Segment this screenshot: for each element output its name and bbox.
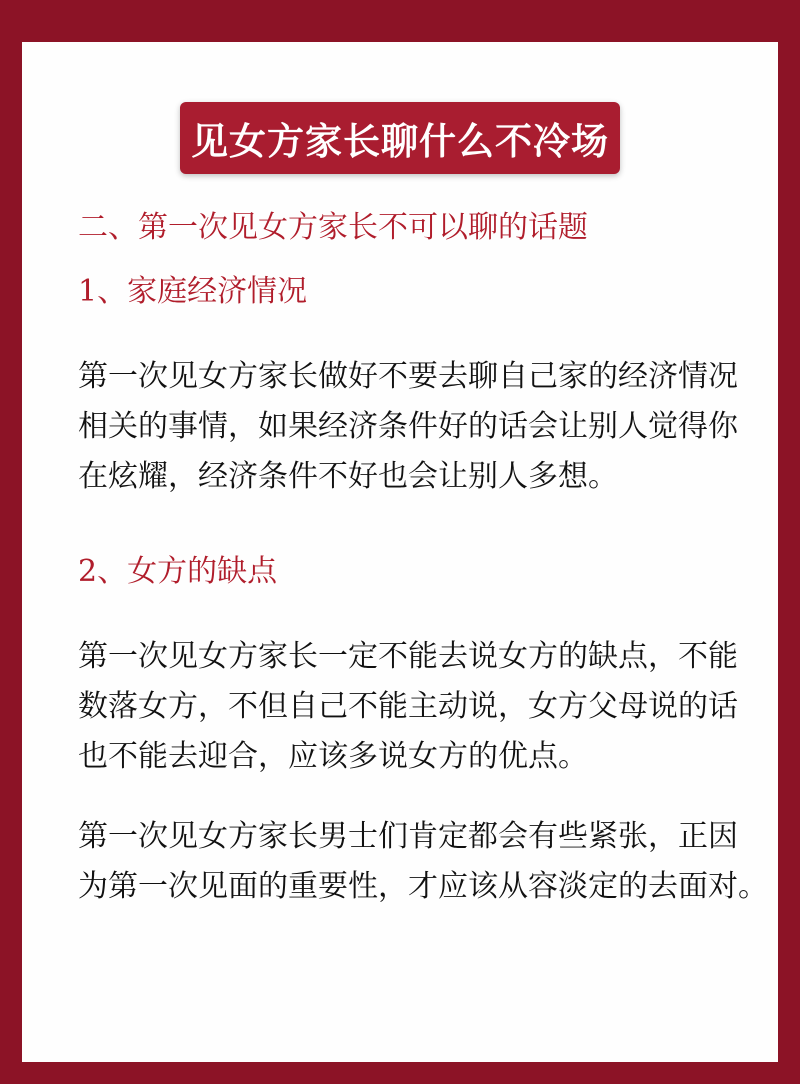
paragraph-line: 也不能去迎合，应该多说女方的优点。 — [78, 739, 588, 774]
page-title: 见女方家长聊什么不冷场 — [191, 119, 609, 163]
paragraph-closing — [78, 812, 773, 912]
paragraph-line: 为第一次见面的重要性，才应该从容淡定的去面对。 — [78, 869, 768, 904]
paragraph-line: 第一次见女方家长男士们肯定都会有些紧张，正因 — [78, 819, 738, 854]
section-heading: 二、第一次见女方家长不可以聊的话题 — [78, 210, 588, 245]
paragraph-line: 第一次见女方家长一定不能去说女方的缺点，不能 — [78, 639, 738, 674]
paragraph-line: 相关的事情，如果经济条件好的话会让别人觉得你 — [78, 409, 738, 444]
page-frame — [22, 42, 778, 1062]
paragraph-shortcomings — [78, 632, 773, 782]
paragraph-line: 第一次见女方家长做好不要去聊自己家的经济情况 — [78, 359, 738, 394]
title-banner — [180, 102, 620, 174]
item-heading-shortcomings: 2、女方的缺点 — [78, 554, 278, 589]
paragraph-economy — [78, 352, 773, 502]
paragraph-line: 数落女方，不但自己不能主动说，女方父母说的话 — [78, 689, 738, 724]
paragraph-line: 在炫耀，经济条件不好也会让别人多想。 — [78, 459, 618, 494]
item-heading-economy: 1、家庭经济情况 — [78, 274, 308, 309]
